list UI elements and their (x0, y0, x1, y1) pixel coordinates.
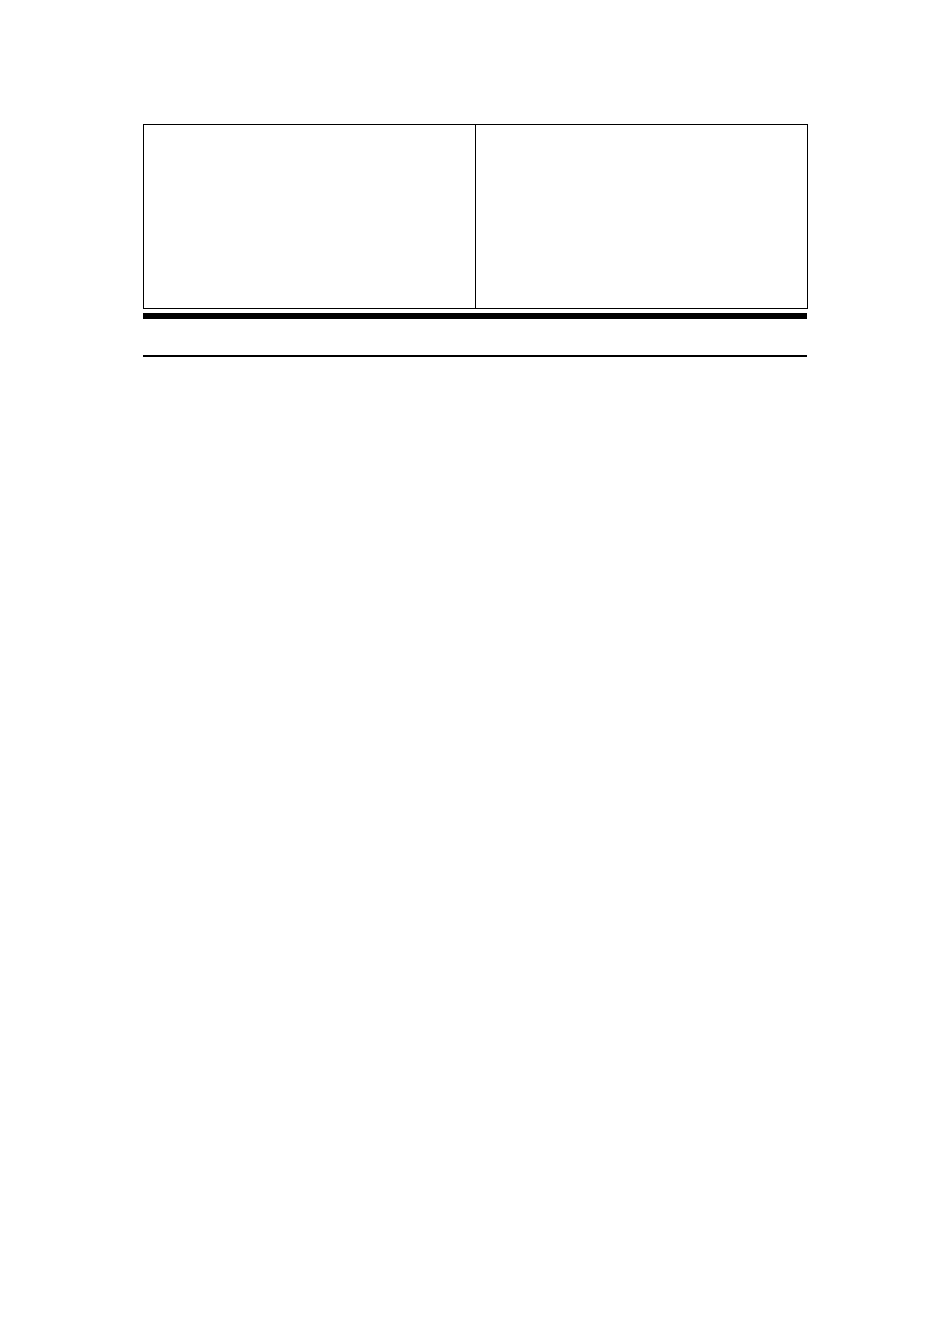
conditional-inversion-table (143, 124, 808, 309)
kaodian-heading (143, 319, 807, 349)
grammar-rule-cell (144, 125, 476, 309)
header-example (475, 356, 807, 357)
table-row (144, 125, 808, 309)
example-cell (476, 125, 808, 309)
kaodian-tag (143, 322, 154, 338)
imperative-table (143, 355, 807, 357)
table-header-row (144, 356, 807, 357)
header-grammar-rule (144, 356, 476, 357)
kaodian-bars-icon (145, 322, 154, 338)
document-page (143, 124, 807, 357)
